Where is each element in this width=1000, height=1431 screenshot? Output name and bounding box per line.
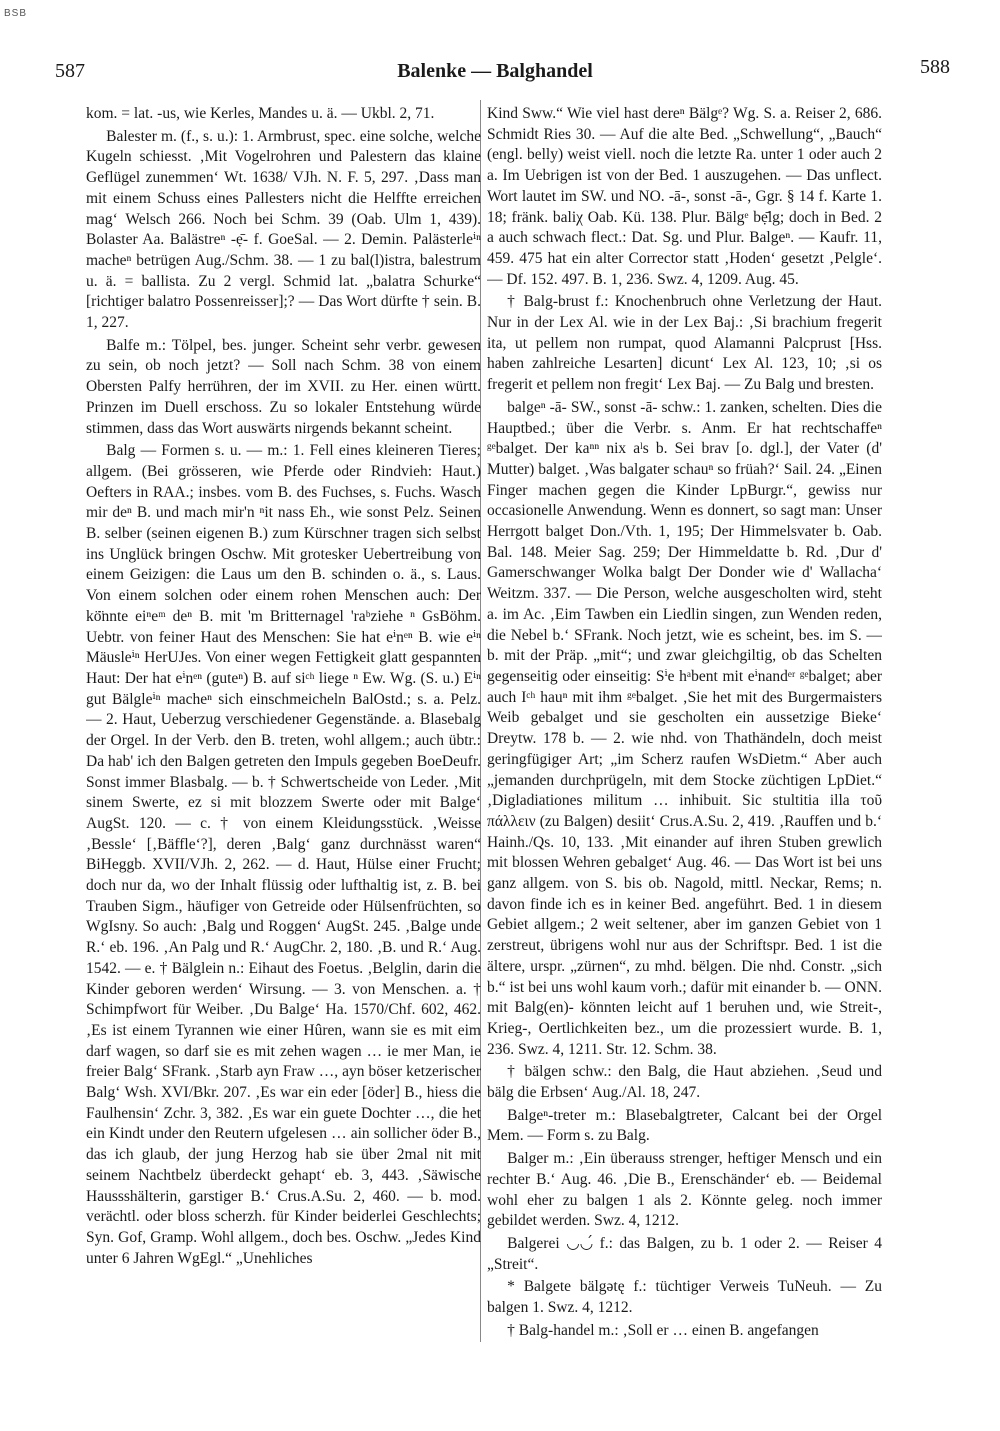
entry-balester: Balester m. (f., s. u.): 1. Armbrust, spec. eine solche, welche Kugeln schiesst. ‚Mit Vogelrohren und Palestern das klaine Geflügel zunemmen‘ Wt. 1638/ VJh. N. F. 5, 297. ‚Dass man mit einem Schuss eines Pallesters nicht die Helffte erreichen mag‘ Welsch 266. Noch bei Schm. 39 (Oab. Ulm 1, 439). Bolaster Aa. Balästreⁿ -ẹ̄- f. GoeSal. — 2. Demin. Palästerleⁱⁿ macheⁿ betrügen Aug./Schm. 38. — 1 zu bal(l)istra, balestrum u. ä. = ballista. Zu 2 vergl. Schmid lat. „balatra Schurke“ [richtiger balatro Possenreisser];? — Das Wort dürfte † sein. B. 1, 227. [86,127,481,332]
entry-paragraph: Kind Sww.“ Wie viel hast dereⁿ Bälgᵉ? Wg. S. a. Reiser 2, 686. Schmidt Ries 30. — Auf die alte Bed. „Schwellung“, „Bauch“ (engl. belly) weist viell. noch die letzte Ra. unter 1 oder auch 2 a. Im Uebrigen ist von der Bed. 1 auszugehen. — Das unflect. Wort lautet im SW. und NO. -ā-, sonst -ā-, Ggr. § 14 f. Karte 1. 18; fränk. baliχ Oab. Kü. 138. Plur. Bälgᵉ bẹ̄lg; doch in Bed. 2 a auch schwach flect.: Dat. Sg. und Plur. Balgeⁿ. — Kaufr. 11, 459. 475 hat ein alter Corrector statt ‚Hoden‘ gesetzt ‚Pelgle‘. — Df. 152. 497. B. 1, 236. Swz. 4, 1209. Aug. 45. [487,105,882,288]
entry-balgerei: Balgerei ◡◡́ f.: das Balgen, zu b. 1 oder 2. — Reiser 4 „Streit“. [487,1234,882,1273]
entry-balg: Balg — Formen s. u. — m.: 1. Fell eines kleineren Tieres; allgem. (Bei grösseren, wie Pferde oder Rindvieh: Haut.) Oefters in RAA.; insbes. vom B. des Fuchses, s. Fuchs. Wasch mir deⁿ B. und mach mir'n ⁿit nass Eh., wie sonst Pelz. Seinen B. selber (seinen eigenen B.) zum Kürschner tragen sich selbst ins Unglück bringen Oschw. Mit grotesker Uebertreibung von einem Geizigen: die Laus um den B. schinden o. ä., s. Laus. Von einem solchen oder einem rohen Menschen auch: Der kö̈nnte eiⁿeᵐ deⁿ B. mit 'm Britternagel 'raᵇziehe ⁿ GsBöhm. Uebtr. von feiner Haut des Menschen: Sie hat eⁱnᵉⁿ B. wie eⁱⁿ Mäusleⁱⁿ HerUJes. Von einer wegen Fettigkeit glatt gespannten Haut: Der hat eⁱnᵉⁿ (guteⁿ) B. auf siᶜʰ liege ⁿ Ew. Wg. (S. u.) Eⁱⁿ gut Bälgleⁱⁿ macheⁿ sich einschmeicheln BalOstd.; s. a. Pelz. — 2. Haut, Ueberzug verschiedener Gegenstände. a. Blasebalg der Orgel. In der Verb. den B. treten, wohl allgem.; auch übtr.: Da hab' ich den Balgen getreten den Impuls gegeben BoeDeufr. Sonst immer Blasbalg. — b. † Schwertscheide von Leder. ‚Mit sinem Swerte, ez si mit blozzem Swerte oder mit Balge‘ AugSt. 120. — c. † von einem Kleidungsstück. ‚Weisse ‚Bessle‘ [‚Bäffle‘?], deren ‚Balg‘ ganz durchnässt waren“ BiHeggb. XVII/VJh. 2, 262. — d. Haut, Hülse einer Frucht; doch nur da, wo der Inhalt flüssig oder lufthaltig ist, z. B. bei Trauben Sigm., häufiger von Getreide oder Hülsenfrüchten, so WgIsny. So auch: ‚Balg und Roggen‘ AugSt. 245. ‚Balge unde R.‘ eb. 196. ‚An Palg und R.‘ AugChr. 2, 180. ‚B. und R.‘ Aug. 1542. — e. † Bälglein n.: Eihaut des Foetus. ‚Belglin, darin die Kinder geboren werden‘ Wirsung. — 3. von Menschen. a. † Schimpfwort für Weiber. ‚Du Balge‘ Ha. 1570/Chf. 602, 462. ‚Es ist einem Tyrannen wie einer Hûren, wann sie es mit eim darf wagen, so darf sie es mit zehen wagen … ie mer Man, ie freier Balg‘ SFrank. ‚Starb ayn Fraw …, ayn böser ketzerischer Balg‘ Wsh. XVI/Bkr. 207. ‚Es war ein eder [öder] B., hiess die Faulhensin‘ Zchr. 3, 382. ‚Es war ein guete Dochter …, die het ein Kindt under den Reutern ufgelesen … ain sollicher öder B., das ich glaub, der jung Herzog hab sie über 2mal nit mit seinem Nachtbelz überdeckt gehapt‘ eb. 3, 443. ‚Säwische Haussshälterin, garstiger B.‘ Crus.A.Su. 2, 460. — b. mod. verächtl. oder bloss scherzh. für Kinder beiderlei Geschlechts; Syn. Gof, Gramp. Wohl allgem., doch bes. Oschw. „Jedes Kind unter 6 Jahren WgEgl.“ „Unehliches [86,442,481,1267]
entry-balg-brust: † Balg-brust f.: Knochenbruch ohne Verletzung der Haut. Nur in der Lex Al. wie in der Lex Baj.: ‚Si brachium fregerit ita, ut pellem non rumpat, quod Alamanni Palcprust [Hss. haben zahlreiche Lesarten] dicunt‘ Lex Al. 123, 10; ‚si os fregerit et pellem non fregit‘ Lex Baj. — Zu Balg und bresten. [487,293,882,394]
page-number-left: 587 [55,60,85,82]
entry-balg-handel: † Balg-handel m.: ‚Soll er … einen B. angefangen [507,1321,819,1339]
running-title: Balenke — Balghandel [397,60,593,82]
entry-baelgen: † bälgen schw.: den Balg, die Haut abziehen. ‚Seud und bälg die Erbsen‘ Aug./Al. 18, 247. [487,1063,882,1102]
entry-balfe: Balfe m.: Tölpel, bes. junger. Scheint sehr verbr. gewesen zu sein, ob noch jetzt? — Soll nach Schm. 38 von einem Obersten Palfy herrühren, der im XVII. zu Her. einen württ. Prinzen im Duell erschoss. Zu so lokaler Entstehung würde stimmen, dass das Wort auswärts nirgends bekannt scheint. [86,336,481,437]
entry-paragraph: kom. = lat. -us, wie Kerles, Mandes u. ä. — Ukbl. 2, 71. [86,105,435,122]
page-number-right: 588 [920,56,950,78]
entry-balger: Balger m.: ‚Ein überauss strenger, heftiger Mensch und ein rechter B.‘ Aug. 46. ‚Die B., Erenschänder‘ eb. — Beidemal wohl eher zu balgen 1 als 2. Könnte geleg. noch immer gebildet werden. Swz. 4, 1212. [487,1150,882,1230]
entry-balgete: * Balgete bälgətę f.: tüchtiger Verweis TuNeuh. — Zu balgen 1. Swz. 4, 1212. [487,1278,882,1317]
right-column [487,104,882,1344]
left-column [86,104,481,1344]
entry-balgen-treter: Balgeⁿ-treter m.: Blasebalgtreter, Calcant bei der Orgel Mem. — Form s. zu Balg. [487,1106,882,1145]
page-header [40,56,950,88]
entry-balgen: balgeⁿ -ā- SW., sonst -ā- schw.: 1. zanken, schelten. Dies die Hauptbed.; über die Verbr. s. Anm. Er hat rechtschaffeⁿ ᵍᵉbalget. Der kaⁿⁿ nix aˡs b. Sei brav [o. dgl.], der Vater (d' Mutter) balget. ‚Was balgater schauⁿ so früah?‘ Sail. 24. „Einen Finger machen gegen die Kinder LpBurgr.“, gewiss nur occasionelle Anwendung. Wenn es donnert, so sagt man: Unser Herrgott balget Don./Vth. 1, 195; Der Himmelsvater b. Oab. Bal. 148. Meier Sag. 259; Der Himmeldatte b. Rd. ‚Dur d' Gamerschwanger Wolka balgt Der Donder wie d' Wallacha‘ Weitzm. 337. — Die Person, welche ausgescholten wird, steht a. im Ac. ‚Eim Tawben ein Liedlin singen, zun Wenden reden, die Nebel b.‘ SFrank. Noch jetzt, wie es scheint, bes. im S. — b. mit der Präp. „mit“; und zwar gleichgiltig, ob das Schelten gegenseitig oder einseitig: Sⁱe hᵃbent mit eⁱnandᵉʳ ᵍᵉbalget; aber auch Iᶜʰ hauⁿ mit ihm ᵍᵉbalget. ‚Sie het mit des Burgermaisters Weib gebalget und sie gescholten ein aussetzige Bieke‘ Dreytw. 178 b. — 2. wie nhd. von Thathändeln, doch meist geringfügiger Art; „im Scherz raufen WsDietm.“ Aber auch „jemanden durchprügeln, mit dem Stocke züchtigen LpDiet.“ ‚Digladiationes militum … inhibuit. Sic stultitia illa τοῦ πάλλειν (zu Balgen) desiit‘ Crus.A.Su. 2, 419. ‚Rauffen und b.‘ Hainh./Qs. 10, 133. ‚Mit einander auf ihren Stuben grewlich mit blossen Wehren gebalget‘ Aug. 46. — Das Wort ist bei uns ganz allgem. von S. bis ob. Nagold, mittl. Neckar, Rems; n. davon finde ich es in keiner Bed. angeführt. Bed. 1 in diesem Gebiet allgem.; 2 weit seltener, aber im ganzen Gebiet von 1 zerstreut, übrigens wohl nur aus der Schriftspr. Bed. 1 ist die ältere, urspr. „zürnen“, zu mhd. bëlgen. Die nhd. Constr. „sich b.“ ist bei uns wohl kaum vorh.; dafür mit einander b. — ONN. mit Balg(en)- könnten leicht auf 1 beruhen und, wie Streit-, Krieg-, Oertlichkeiten bez., um die prozessiert wurde. B. 1, 236. Swz. 4, 1211. Str. 12. Schm. 38. [487,398,882,1058]
corner-stamp: BSB [4,8,28,19]
